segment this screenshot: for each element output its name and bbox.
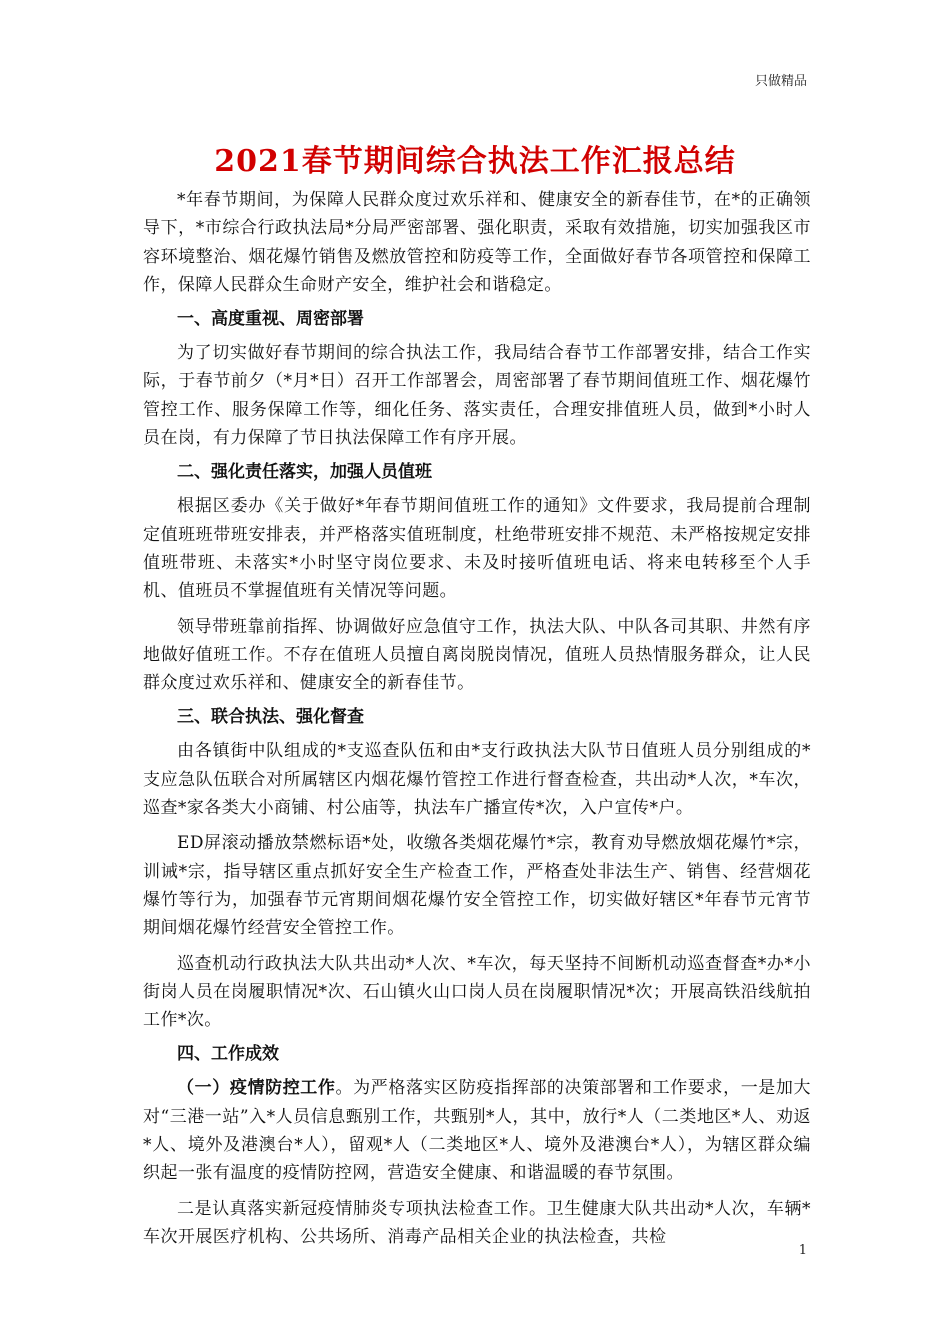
section-1-paragraph-1: 为了切实做好春节期间的综合执法工作，我局结合春节工作部署安排，结合工作实际，于春节前夕（*月*日）召开工作部署会，周密部署了春节期间值班工作、烟花爆竹管控工作、服务保障工作等，细化任务、落实责任，合理安排值班人员，做到*小时人员在岗，有力保障了节日执法保障工作有序开展。 bbox=[143, 343, 811, 449]
section-2-paragraph-2: 领导带班靠前指挥、协调做好应急值守工作，执法大队、中队各司其职、井然有序地做好值班工作。不存在值班人员擅自离岗脱岗情况，值班人员热情服务群众，让人民群众度过欢乐祥和、健康安全的新春佳节。 bbox=[143, 616, 811, 694]
page-number: 1 bbox=[798, 1243, 807, 1258]
section-4-paragraph-1-text: 。为严格落实区防疫指挥部的决策部署和工作要求，一是加大对“三港一站”入*人员信息甄别工作，共甄别*人，其中，放行*人（二类地区*人、劝返*人、境外及港澳台*人），留观*人（二类地区*人、境外及港澳台*人），为辖区群众编织起一张有温度的疫情防控网，营造安全健康、和谐温暖的春节氛围。 bbox=[143, 1078, 811, 1184]
section-3-paragraph-2: ED屏滚动播放禁燃标语*处，收缴各类烟花爆竹*宗，教育劝导燃放烟花爆竹*宗，训诫*宗，指导辖区重点抓好安全生产检查工作，严格查处非法生产、销售、经营烟花爆竹等行为，加强春节元宵期间烟花爆竹安全管控工作，切实做好辖区*年春节元宵节期间烟花爆竹经营安全管控工作。 bbox=[143, 833, 811, 939]
intro-paragraph: *年春节期间，为保障人民群众度过欢乐祥和、健康安全的新春佳节，在*的正确领导下，*市综合行政执法局*分局严密部署、强化职责，采取有效措施，切实加强我区市容环境整治、烟花爆竹销售及燃放管控和防疫等工作，全面做好春节各项管控和保障工作，保障人民群众生命财产安全，维护社会和谐稳定。 bbox=[143, 190, 811, 295]
document-body bbox=[143, 186, 811, 1251]
section-3-heading: 三、联合执法、强化督查 bbox=[177, 707, 364, 728]
section-3-paragraph-3: 巡查机动行政执法大队共出动*人次、*车次，每天坚持不间断机动巡查督查*办*小街岗人员在岗履职情况*次、石山镇火山口岗人员在岗履职情况*次；开展高铁沿线航拍工作*次。 bbox=[143, 953, 811, 1031]
header-note: 只做精品 bbox=[754, 74, 807, 89]
section-3-paragraph-1: 由各镇街中队组成的*支巡查队伍和由*支行政执法大队节日值班人员分别组成的*支应急队伍联合对所属辖区内烟花爆竹管控工作进行督查检查，共出动*人次，*车次，巡查*家各类大小商铺、村公庙等，执法车广播宣传*次，入户宣传*户。 bbox=[143, 741, 811, 819]
section-4-paragraph-1 bbox=[143, 1074, 811, 1187]
section-4-paragraph-2: 二是认真落实新冠疫情肺炎专项执法检查工作。卫生健康大队共出动*人次，车辆*车次开展医疗机构、公共场所、消毒产品相关企业的执法检查，共检 bbox=[143, 1198, 811, 1247]
section-4-heading: 四、工作成效 bbox=[177, 1044, 279, 1065]
document-title: 2021春节期间综合执法工作汇报总结 bbox=[214, 144, 736, 179]
section-1-heading: 一、高度重视、周密部署 bbox=[177, 309, 364, 330]
section-4-subheading-epidemic: （一）疫情防控工作 bbox=[177, 1078, 336, 1099]
section-2-paragraph-1: 根据区委办《关于做好*年春节期间值班工作的通知》文件要求，我局提前合理制定值班班带班安排表，并严格落实值班制度，杜绝带班安排不规范、未严格按规定安排值班带班、未落实*小时坚守岗位要求、未及时接听值班电话、将来电转移至个人手机、值班员不掌握值班有关情况等问题。 bbox=[143, 496, 811, 602]
section-2-heading: 二、强化责任落实，加强人员值班 bbox=[177, 462, 432, 483]
